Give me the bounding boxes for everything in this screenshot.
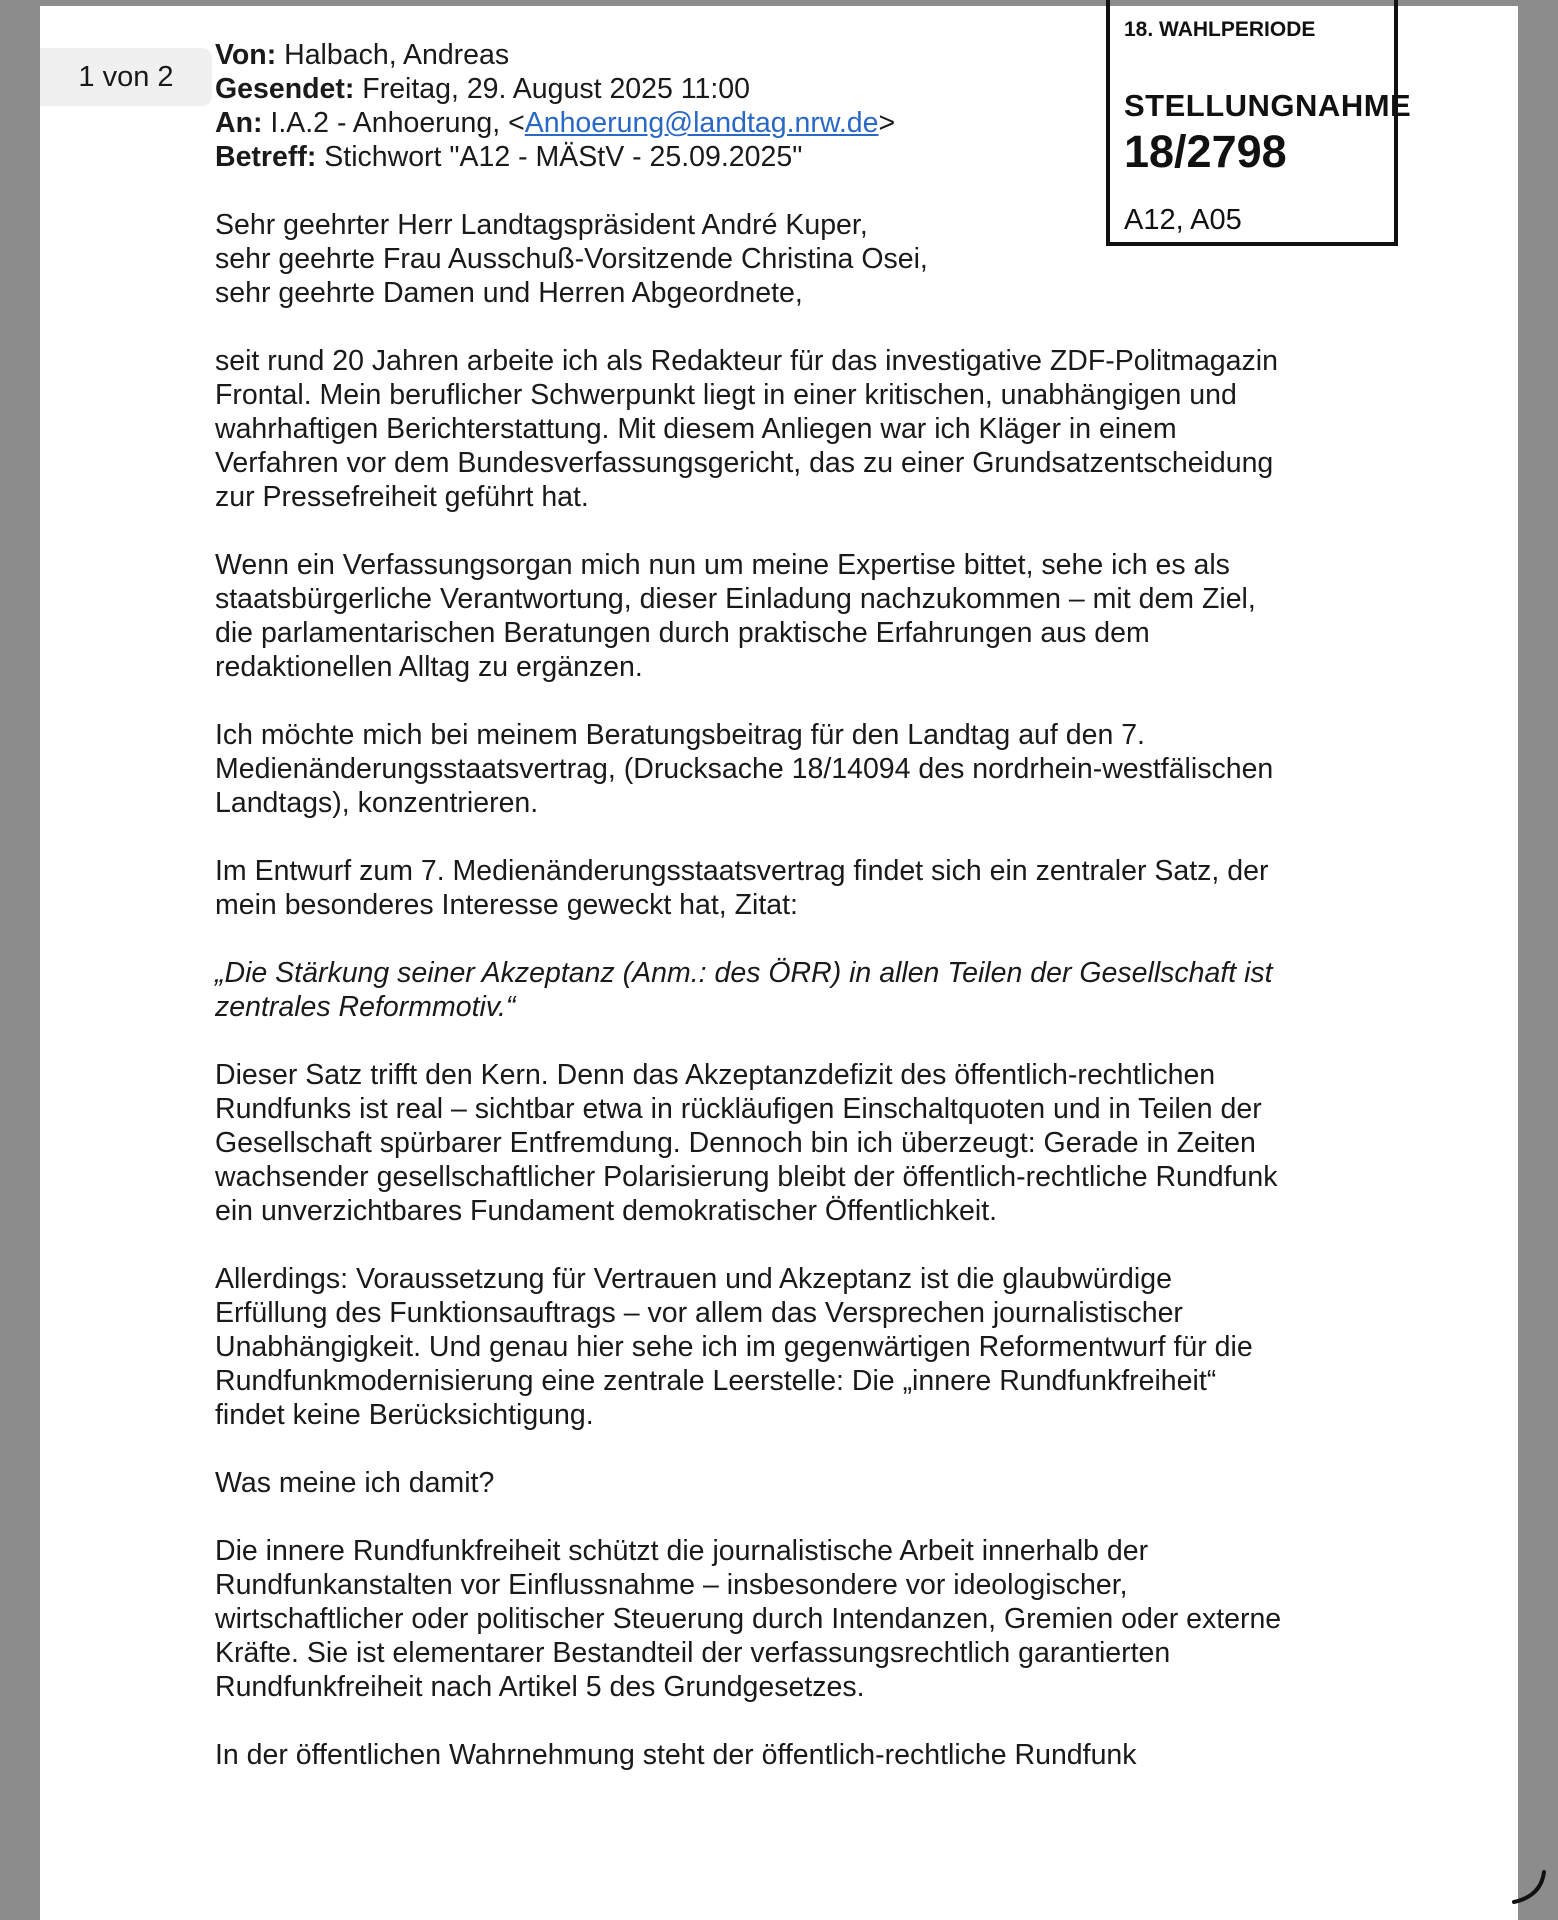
header-to	[215, 106, 1395, 140]
salutation: Sehr geehrter Herr Landtagspräsident André Kuper, sehr geehrte Frau Ausschuß-Vorsitzende Christina Osei, sehr geehrte Damen und Herren Abgeordnete,	[215, 209, 928, 309]
quote: „Die Stärkung seiner Akzeptanz (Anm.: des ÖRR) in allen Teilen der Gesellschaft ist zentrales Reformmotiv.“	[215, 957, 1273, 1023]
to-suffix: >	[878, 107, 896, 139]
from-label: Von:	[215, 39, 277, 71]
paragraph-7: Was meine ich damit?	[215, 1467, 495, 1499]
paragraph-5: Dieser Satz trifft den Kern. Denn das Akzeptanzdefizit des öffentlich-rechtlichen Rundfunks ist real – sichtbar etwa in rückläufigen Einschaltquoten und in Teilen der Gesellschaft spürbarer Entfremdung. Dennoch bin ich überzeugt: Gerade in Zeiten wachsender gesellschaftlicher Polarisierung bleibt der öffentlich-rechtliche Rundfunk ein unverzichtbares Fundament demokratischer Öffentlichkeit.	[215, 1059, 1278, 1227]
header-sent	[215, 72, 1395, 106]
stamp-number: 18/2798	[1124, 126, 1287, 177]
sent-label: Gesendet:	[215, 73, 355, 105]
paragraph-4: Im Entwurf zum 7. Medienänderungsstaatsvertrag findet sich ein zentraler Satz, der mein besonderes Interesse geweckt hat, Zitat:	[215, 855, 1269, 921]
paragraph-6: Allerdings: Voraussetzung für Vertrauen und Akzeptanz ist die glaubwürdige Erfüllung des Funktionsauftrags – vor allem das Versprechen journalistischer Unabhängigkeit. Und genau hier sehe ich im gegenwärtigen Reformentwurf für die Rundfunkmodernisierung eine zentrale Leerstelle: Die „innere Rundfunkfreiheit“ findet keine Berücksichtigung.	[215, 1263, 1253, 1431]
document-page	[40, 6, 1518, 1920]
to-label: An:	[215, 107, 263, 139]
page-counter-label: 1 von 2	[78, 60, 174, 93]
header-subject	[215, 140, 1395, 174]
stamp-label: STELLUNGNAHME	[1124, 88, 1412, 123]
paragraph-1: seit rund 20 Jahren arbeite ich als Redakteur für das investigative ZDF-Politmagazin Frontal. Mein beruflicher Schwerpunkt liegt in einer kritischen, unabhängigen und wahrhaftigen Berichterstattung. Mit diesem Anliegen war ich Kläger in einem Verfahren vor dem Bundesverfassungsgericht, das zu einer Grundsatzentscheidung zur Pressefreiheit geführt hat.	[215, 345, 1278, 513]
email-content	[215, 38, 1412, 1806]
subject-value: Stichwort "A12 - MÄStV - 25.09.2025"	[324, 141, 803, 173]
to-prefix: I.A.2 - Anhoerung, <	[270, 107, 525, 139]
stamp-codes: A12, A05	[1124, 204, 1242, 236]
from-value: Halbach, Andreas	[284, 39, 510, 71]
paragraph-9: In der öffentlichen Wahrnehmung steht der öffentlich-rechtliche Rundfunk	[215, 1739, 1137, 1771]
resize-corner-icon[interactable]	[1510, 1868, 1550, 1908]
to-email-link[interactable]: Anhoerung@landtag.nrw.de	[524, 107, 879, 139]
sent-value: Freitag, 29. August 2025 11:00	[362, 73, 750, 105]
header-from	[215, 38, 1395, 72]
email-headers	[215, 38, 1412, 174]
subject-label: Betreff:	[215, 141, 317, 173]
paragraph-2: Wenn ein Verfassungsorgan mich nun um meine Expertise bittet, sehe ich es als staatsbürgerliche Verantwortung, dieser Einladung nachzukommen – mit dem Ziel, die parlamentarischen Beratungen durch praktische Erfahrungen aus dem redaktionellen Alltag zu ergänzen.	[215, 549, 1256, 683]
stamp-period: 18. WAHLPERIODE	[1124, 18, 1316, 41]
paragraph-3: Ich möchte mich bei meinem Beratungsbeitrag für den Landtag auf den 7. Medienänderungsstaatsvertrag, (Drucksache 18/14094 des nordrhein-westfälischen Landtags), konzentrieren.	[215, 719, 1274, 819]
page-counter-badge	[40, 48, 212, 106]
paragraph-8: Die innere Rundfunkfreiheit schützt die journalistische Arbeit innerhalb der Rundfunkanstalten vor Einflussnahme – insbesondere vor ideologischer, wirtschaftlicher oder politischer Steuerung durch Intendanzen, Gremien oder externe Kräfte. Sie ist elementarer Bestandteil der verfassungsrechtlich garantierten Rundfunkfreiheit nach Artikel 5 des Grundgesetzes.	[215, 1535, 1282, 1703]
